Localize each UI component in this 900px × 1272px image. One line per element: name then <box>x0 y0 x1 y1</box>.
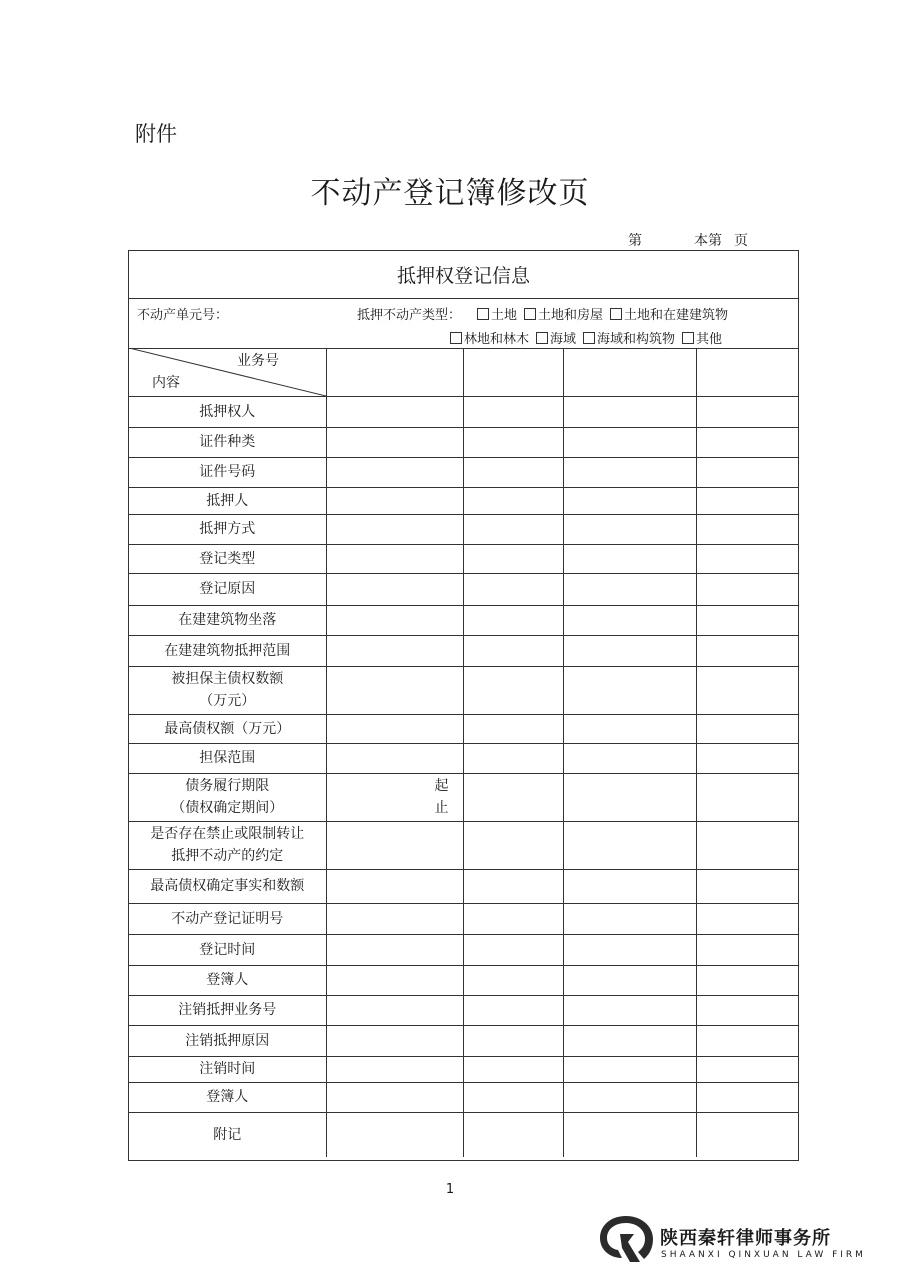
row-label <box>129 869 326 903</box>
value-cell[interactable] <box>463 427 563 457</box>
table-row <box>129 666 798 714</box>
value-cell[interactable] <box>463 544 563 573</box>
table-row <box>129 714 798 743</box>
value-cell[interactable] <box>326 487 463 514</box>
unit-number-label: 不动产单元号： <box>137 308 229 323</box>
value-cell[interactable] <box>563 869 696 903</box>
row-label <box>129 1082 326 1112</box>
firm-name: 陕西秦轩律师事务所 <box>660 1228 831 1249</box>
row-label-line: 登簿人 <box>206 1089 249 1105</box>
table-row <box>129 1025 798 1056</box>
type-option[interactable] <box>583 328 675 347</box>
row-label <box>129 1056 326 1082</box>
table-row <box>129 487 798 514</box>
value-cell[interactable] <box>326 1082 463 1112</box>
checkbox-icon[interactable] <box>682 332 694 344</box>
value-cell[interactable] <box>326 396 463 427</box>
table-row <box>129 965 798 995</box>
type-option-label: 林地和林木 <box>464 332 530 347</box>
value-cell[interactable] <box>696 396 798 427</box>
value-cell[interactable] <box>696 514 798 544</box>
attachment-label: 附件 <box>135 122 177 146</box>
value-cell[interactable] <box>563 714 696 743</box>
row-label <box>129 903 326 934</box>
type-option[interactable] <box>536 328 576 347</box>
table-row <box>129 743 798 773</box>
value-cell[interactable] <box>696 714 798 743</box>
checkbox-icon[interactable] <box>450 332 462 344</box>
value-cell[interactable] <box>463 396 563 427</box>
checkbox-icon[interactable] <box>610 308 622 320</box>
value-cell[interactable] <box>563 743 696 773</box>
table-row <box>129 1056 798 1082</box>
table-row <box>129 903 798 934</box>
value-cell[interactable] <box>563 1056 696 1082</box>
value-cell[interactable] <box>326 573 463 605</box>
value-cell[interactable] <box>326 1025 463 1056</box>
value-cell[interactable] <box>463 635 563 666</box>
value-cell[interactable] <box>463 1025 563 1056</box>
row-label-line: 债务履行期限 <box>185 778 270 794</box>
type-option-label: 海域和构筑物 <box>597 332 676 347</box>
row-label-line: 被担保主债权数额 <box>171 671 284 687</box>
value-cell[interactable] <box>463 487 563 514</box>
row-label-line: 在建建筑物抵押范围 <box>164 642 291 659</box>
info-table <box>129 348 798 1157</box>
row-label-line: 证件种类 <box>199 434 256 450</box>
value-cell[interactable] <box>463 573 563 605</box>
value-cell[interactable] <box>563 635 696 666</box>
duration-start: 起 <box>434 778 449 794</box>
value-cell[interactable] <box>326 1056 463 1082</box>
row-label <box>129 573 326 605</box>
value-cell[interactable] <box>696 1112 798 1157</box>
checkbox-icon[interactable] <box>583 332 595 344</box>
value-cell[interactable] <box>696 821 798 869</box>
type-option[interactable] <box>610 304 728 323</box>
value-cell[interactable] <box>696 743 798 773</box>
row-label-line: 注销时间 <box>199 1061 256 1077</box>
table-row <box>129 605 798 635</box>
type-option[interactable] <box>524 304 603 323</box>
value-cell[interactable] <box>696 869 798 903</box>
value-cell[interactable] <box>696 457 798 487</box>
checkbox-icon[interactable] <box>536 332 548 344</box>
value-cell[interactable] <box>563 903 696 934</box>
type-option[interactable] <box>450 328 529 347</box>
row-label-line: 抵押人 <box>206 492 249 509</box>
row-label <box>129 1025 326 1056</box>
table-row <box>129 544 798 573</box>
table-row <box>129 995 798 1025</box>
checkbox-icon[interactable] <box>477 308 489 320</box>
type-option-label: 海域 <box>550 332 577 347</box>
value-cell[interactable] <box>696 635 798 666</box>
value-cell[interactable] <box>563 965 696 995</box>
value-cell[interactable] <box>326 605 463 635</box>
value-cell[interactable] <box>463 348 563 396</box>
row-label <box>129 544 326 573</box>
value-cell[interactable] <box>326 348 463 396</box>
value-cell[interactable] <box>563 396 696 427</box>
value-cell[interactable] <box>326 635 463 666</box>
value-cell[interactable] <box>463 821 563 869</box>
value-cell[interactable] <box>463 514 563 544</box>
table-row <box>129 427 798 457</box>
row-label-line: 不动产登记证明号 <box>171 910 284 927</box>
value-cell[interactable] <box>563 487 696 514</box>
value-cell[interactable] <box>696 1056 798 1082</box>
type-option-label: 土地和在建建筑物 <box>624 308 729 323</box>
table-row <box>129 396 798 427</box>
value-cell[interactable] <box>696 487 798 514</box>
page-number: 1 <box>445 1182 455 1197</box>
table-header-row <box>129 348 798 396</box>
value-cell[interactable] <box>696 605 798 635</box>
checkbox-icon[interactable] <box>524 308 536 320</box>
value-cell[interactable] <box>696 995 798 1025</box>
value-cell[interactable] <box>563 1025 696 1056</box>
value-cell[interactable] <box>326 821 463 869</box>
row-label-line: 抵押权人 <box>199 403 256 420</box>
row-label-line: 登簿人 <box>206 972 249 988</box>
row-label <box>129 1112 326 1157</box>
value-cell[interactable] <box>696 965 798 995</box>
diagonal-header-cell <box>129 348 326 396</box>
row-label <box>129 487 326 514</box>
row-label-line: 最高债权额（万元） <box>164 720 291 737</box>
table-row <box>129 514 798 544</box>
value-cell[interactable] <box>463 903 563 934</box>
value-cell[interactable] <box>563 821 696 869</box>
property-type-label: 抵押不动产类型： <box>357 308 462 323</box>
value-cell[interactable] <box>696 573 798 605</box>
value-cell[interactable] <box>326 869 463 903</box>
type-option-label: 土地和房屋 <box>538 308 604 323</box>
table-row <box>129 573 798 605</box>
value-cell[interactable] <box>326 1112 463 1157</box>
value-cell[interactable] <box>696 348 798 396</box>
row-label <box>129 821 326 869</box>
value-cell[interactable] <box>463 1082 563 1112</box>
page-ref-ben-di: 本第 <box>694 233 722 249</box>
value-cell[interactable] <box>696 934 798 965</box>
value-cell[interactable] <box>326 514 463 544</box>
type-option-label: 土地 <box>491 308 518 323</box>
value-cell[interactable] <box>563 1112 696 1157</box>
row-label-line: 是否存在禁止或限制转让 <box>150 826 305 842</box>
type-options-line1 <box>477 304 735 323</box>
table-row <box>129 457 798 487</box>
content-header: 内容 <box>152 375 180 391</box>
row-label-line: 最高债权确定事实和数额 <box>150 878 305 894</box>
value-cell[interactable] <box>326 903 463 934</box>
row-label <box>129 457 326 487</box>
row-label-line: 附记 <box>213 1126 242 1143</box>
value-cell[interactable] <box>563 605 696 635</box>
type-option-label: 其他 <box>696 332 723 347</box>
row-label <box>129 605 326 635</box>
value-cell[interactable] <box>326 995 463 1025</box>
table-row <box>129 773 798 821</box>
value-cell[interactable] <box>563 1082 696 1112</box>
value-cell[interactable] <box>326 457 463 487</box>
row-label <box>129 743 326 773</box>
value-cell[interactable] <box>563 666 696 714</box>
row-label <box>129 934 326 965</box>
table-row <box>129 1112 798 1157</box>
value-cell[interactable] <box>563 995 696 1025</box>
row-label <box>129 635 326 666</box>
value-cell[interactable] <box>696 1025 798 1056</box>
value-cell[interactable] <box>463 1112 563 1157</box>
value-cell[interactable] <box>326 666 463 714</box>
value-cell[interactable] <box>563 544 696 573</box>
value-cell[interactable] <box>326 427 463 457</box>
firm-logo-icon <box>596 1212 656 1264</box>
value-cell[interactable] <box>326 544 463 573</box>
table-row <box>129 1082 798 1112</box>
value-cell[interactable] <box>326 965 463 995</box>
row-label <box>129 773 326 821</box>
row-label-line: （万元） <box>199 693 256 709</box>
row-label-line: 登记原因 <box>199 581 256 597</box>
type-option[interactable] <box>682 328 722 347</box>
page-ref-ce: 第 <box>628 233 642 249</box>
page-ref-ye: 页 <box>734 233 748 249</box>
value-cell[interactable] <box>563 773 696 821</box>
value-cell[interactable] <box>563 348 696 396</box>
page-reference <box>628 230 748 250</box>
value-cell[interactable] <box>563 514 696 544</box>
value-cell[interactable] <box>563 427 696 457</box>
value-cell[interactable] <box>563 934 696 965</box>
row-label-line: 登记类型 <box>199 550 256 567</box>
row-label <box>129 514 326 544</box>
value-cell[interactable] <box>463 743 563 773</box>
row-label <box>129 965 326 995</box>
row-label <box>129 995 326 1025</box>
row-label-line: （债权确定期间） <box>171 800 284 816</box>
row-label-line: 抵押方式 <box>199 521 256 537</box>
row-label-line: 注销抵押原因 <box>185 1032 270 1049</box>
value-cell[interactable] <box>463 995 563 1025</box>
row-label <box>129 427 326 457</box>
value-cell[interactable] <box>326 714 463 743</box>
value-cell[interactable] <box>696 544 798 573</box>
value-cell[interactable] <box>326 934 463 965</box>
firm-name-en: SHAANXI QINXUAN LAW FIRM <box>661 1250 866 1260</box>
table-row <box>129 934 798 965</box>
value-cell[interactable] <box>463 773 563 821</box>
value-cell[interactable] <box>463 714 563 743</box>
row-label <box>129 396 326 427</box>
row-label <box>129 714 326 743</box>
value-cell[interactable] <box>696 1082 798 1112</box>
value-cell[interactable] <box>696 773 798 821</box>
row-label-line: 登记时间 <box>199 941 256 958</box>
value-cell[interactable] <box>463 605 563 635</box>
row-label-line: 抵押不动产的约定 <box>171 848 284 864</box>
value-cell[interactable] <box>463 934 563 965</box>
value-cell[interactable] <box>563 457 696 487</box>
row-label-line: 注销抵押业务号 <box>178 1002 277 1018</box>
form-title: 抵押权登记信息 <box>129 251 798 299</box>
row-label-line: 证件号码 <box>199 464 256 480</box>
table-row <box>129 635 798 666</box>
value-cell[interactable] <box>463 869 563 903</box>
row-label <box>129 666 326 714</box>
business-number-header: 业务号 <box>237 353 279 369</box>
row-label-line: 在建建筑物坐落 <box>178 612 277 628</box>
unit-type-row <box>129 298 798 349</box>
duration-cell[interactable] <box>326 773 463 821</box>
value-cell[interactable] <box>463 1056 563 1082</box>
value-cell[interactable] <box>696 903 798 934</box>
type-options-line2 <box>450 328 729 347</box>
value-cell[interactable] <box>696 427 798 457</box>
row-label-line: 担保范围 <box>199 750 256 766</box>
registration-form <box>128 250 799 1161</box>
value-cell[interactable] <box>563 573 696 605</box>
value-cell[interactable] <box>463 666 563 714</box>
value-cell[interactable] <box>326 743 463 773</box>
duration-end: 止 <box>434 800 449 816</box>
table-row <box>129 821 798 869</box>
type-option[interactable] <box>477 304 517 323</box>
value-cell[interactable] <box>696 666 798 714</box>
table-row <box>129 869 798 903</box>
value-cell[interactable] <box>463 457 563 487</box>
page-title: 不动产登记簿修改页 <box>310 176 590 211</box>
value-cell[interactable] <box>463 965 563 995</box>
